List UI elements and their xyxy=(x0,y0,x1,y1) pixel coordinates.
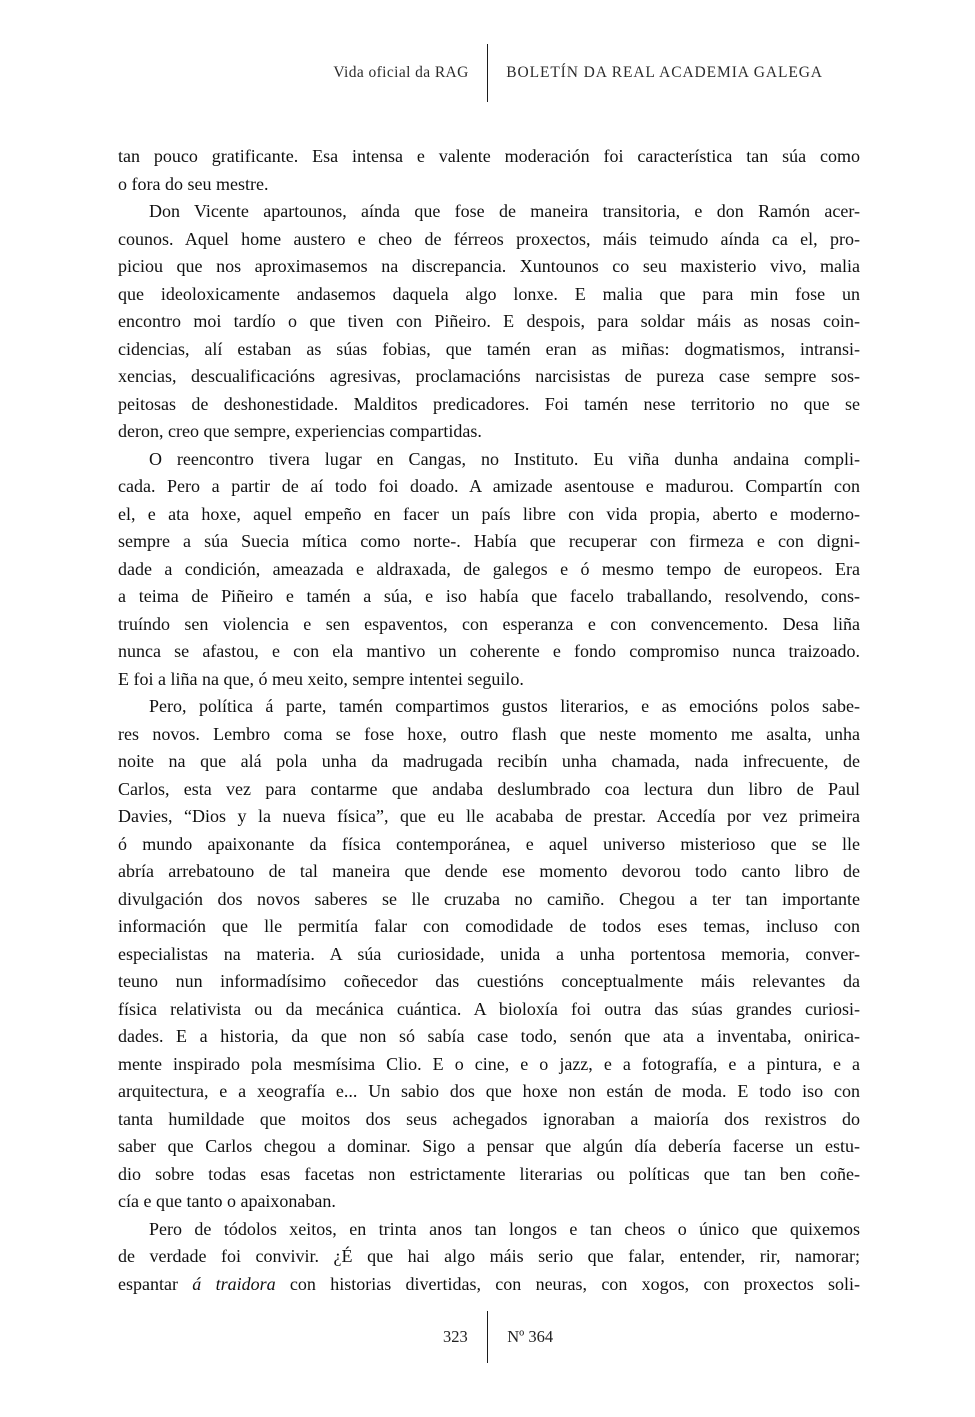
text-line: res novos. Lembro coma se fose hoxe, outro flash que neste momento me asalta, unha xyxy=(118,723,860,744)
text-line: sempre a súa Suecia mítica como norte-. Había que recuperar con firmeza e con digni- xyxy=(118,531,860,551)
text-line: a teima de Piñeiro e tamén a súa, e iso había que facelo traballando, resolvendo, cons- xyxy=(118,586,860,606)
text-line: Davies, “Dios y la nueva física”, que eu lle acababa de prestar. Accedía por vez primeira xyxy=(118,806,860,826)
paragraph xyxy=(118,693,860,1216)
text-line: noite na que alá pola unha da madrugada recibín unha chamada, nada infrecuente, de xyxy=(118,751,860,771)
text-line: o fora do seu mestre. xyxy=(118,173,269,194)
header-journal-title: BOLETÍN DA REAL ACADEMIA GALEGA xyxy=(506,64,823,81)
text-line: física relativista ou da mecánica cuántica. A bioloxía foi outra das súas grandes curiosi- xyxy=(118,998,860,1019)
text-line: saber que Carlos chegou a dominar. Sigo a pensar que algún día debería facerse un estu- xyxy=(118,1136,860,1156)
text-line: Carlos, esta vez para contarme que andaba deslumbrado coa lectura dun libro de Paul xyxy=(118,778,860,799)
text-line: O reencontro tivera lugar en Cangas, no Instituto. Eu viña dunha andaina compli- xyxy=(149,448,860,469)
text-segment: con historias divertidas, con neuras, con xogos, con proxectos soli- xyxy=(289,1273,861,1294)
text-line: E foi a liña na que, ó meu xeito, sempre intentei seguilo. xyxy=(118,668,524,689)
text-line xyxy=(118,1271,860,1299)
page-number: 323 xyxy=(443,1327,468,1346)
text-line: información que lle permitía falar con comodidade de todos eses temas, incluso con xyxy=(118,916,860,936)
text-line: divulgación dos novos saberes se lle cruzaba no camiño. Chegou a ter tan importante xyxy=(118,888,860,909)
header xyxy=(0,44,975,102)
paragraph xyxy=(118,446,860,694)
text-line: especialistas na materia. A súa curiosidade, unida a unha portentosa memoria, conver- xyxy=(118,943,860,964)
text-line: piciou que nos aproximasemos na discrepancia. Xuntounos co seu maxisterio vivo, malia xyxy=(118,256,860,276)
text-line: de verdade foi convivir. ¿É que hai algo máis serio que falar, entender, rir, namorar; xyxy=(118,1246,860,1266)
text-segment-italic: á traidora xyxy=(192,1273,276,1294)
text-line: mente inspirado pola mesmísima Clio. E o cine, e o jazz, e a fotografía, e a pintura, e a xyxy=(118,1053,860,1074)
text-line: nunca se afastou, e con ela mantivo un coherente e fondo compromiso nunca traizoado. xyxy=(118,641,860,661)
text-line: dades. E a historia, da que non só sabía case todo, senón que ata a inventaba, onirica- xyxy=(118,1026,860,1046)
text-line: Pero, política á parte, tamén compartimos gustos literarios, e as emocións polos sabe- xyxy=(149,696,860,716)
text-line: peitosas de deshonestidade. Malditos predicadores. Foi tamén nese territorio no que se xyxy=(118,393,860,414)
text-line: encontro moi tardío o que tiven con Piñeiro. E despois, para soldar máis as nosas coin- xyxy=(118,311,860,331)
text-line: tan pouco gratificante. Esa intensa e valente moderación foi característica tan súa como xyxy=(118,146,860,166)
text-line: deron, creo que sempre, experiencias compartidas. xyxy=(118,421,482,441)
issue-number: Nº 364 xyxy=(507,1327,554,1346)
text-line: abría arrebatouno de tal maneira que dende ese momento devorou todo canto libro de xyxy=(118,861,860,881)
text-line: teuno nun informadísimo coñecedor das cuestións conceptualmente máis relevantes da xyxy=(118,971,860,991)
footer xyxy=(0,1311,975,1363)
paragraph xyxy=(118,1216,860,1299)
text-line: el, e ata hoxe, aquel empeño en facer un país libre con vida propia, aberto e moderno- xyxy=(118,503,860,524)
text-line: cidencias, alí estaban as súas fobias, que tamén eran as miñas: dogmatismos, intransi- xyxy=(118,338,860,359)
text-line: xencias, descualificacións agresivas, proclamacións narcisistas de pureza case sempre sos- xyxy=(118,366,860,386)
text-line: truíndo sen violencia e sen espaventos, con esperanza e con convencemento. Desa liña xyxy=(118,613,860,634)
text-line: dio sobre todas esas facetas non estrictamente literarias ou políticas que tan ben coñe- xyxy=(118,1163,860,1184)
text-line: ó mundo apaixonante da física contemporánea, e aquel universo misterioso que se lle xyxy=(118,833,860,854)
text-line: Pero de tódolos xeitos, en trinta anos tan longos e tan cheos o único que quixemos xyxy=(149,1218,860,1239)
body-text xyxy=(118,143,860,1298)
paragraph xyxy=(118,143,860,198)
text-line: counos. Aquel home austero e cheo de férreos proxectos, máis teimudo aínda ca el, pro- xyxy=(118,228,860,249)
text-line: tanta humildade que moitos dos seus achegados ignoraban a maioría dos rexistros do xyxy=(118,1108,860,1129)
text-line: dade a condición, ameazada e aldraxada, de galegos e ó mesmo tempo de europeos. Era xyxy=(118,558,860,579)
text-line: cía e que tanto o apaixonaban. xyxy=(118,1191,336,1211)
text-line: cada. Pero a partir de aí todo foi doado. A amizade asentouse e madurou. Compartín con xyxy=(118,476,860,496)
text-line: Don Vicente apartounos, aínda que fose de maneira transitoria, e don Ramón acer- xyxy=(149,201,860,221)
paragraph xyxy=(118,198,860,446)
text-line: que ideoloxicamente andasemos daquela algo lonxe. E malia que para min fose un xyxy=(118,283,860,304)
text-segment: espantar xyxy=(118,1273,178,1294)
text-line: arquitectura, e a xeografía e... Un sabio dos que hoxe non están de moda. E todo iso con xyxy=(118,1081,860,1101)
header-section-title: Vida oficial da RAG xyxy=(333,64,469,81)
